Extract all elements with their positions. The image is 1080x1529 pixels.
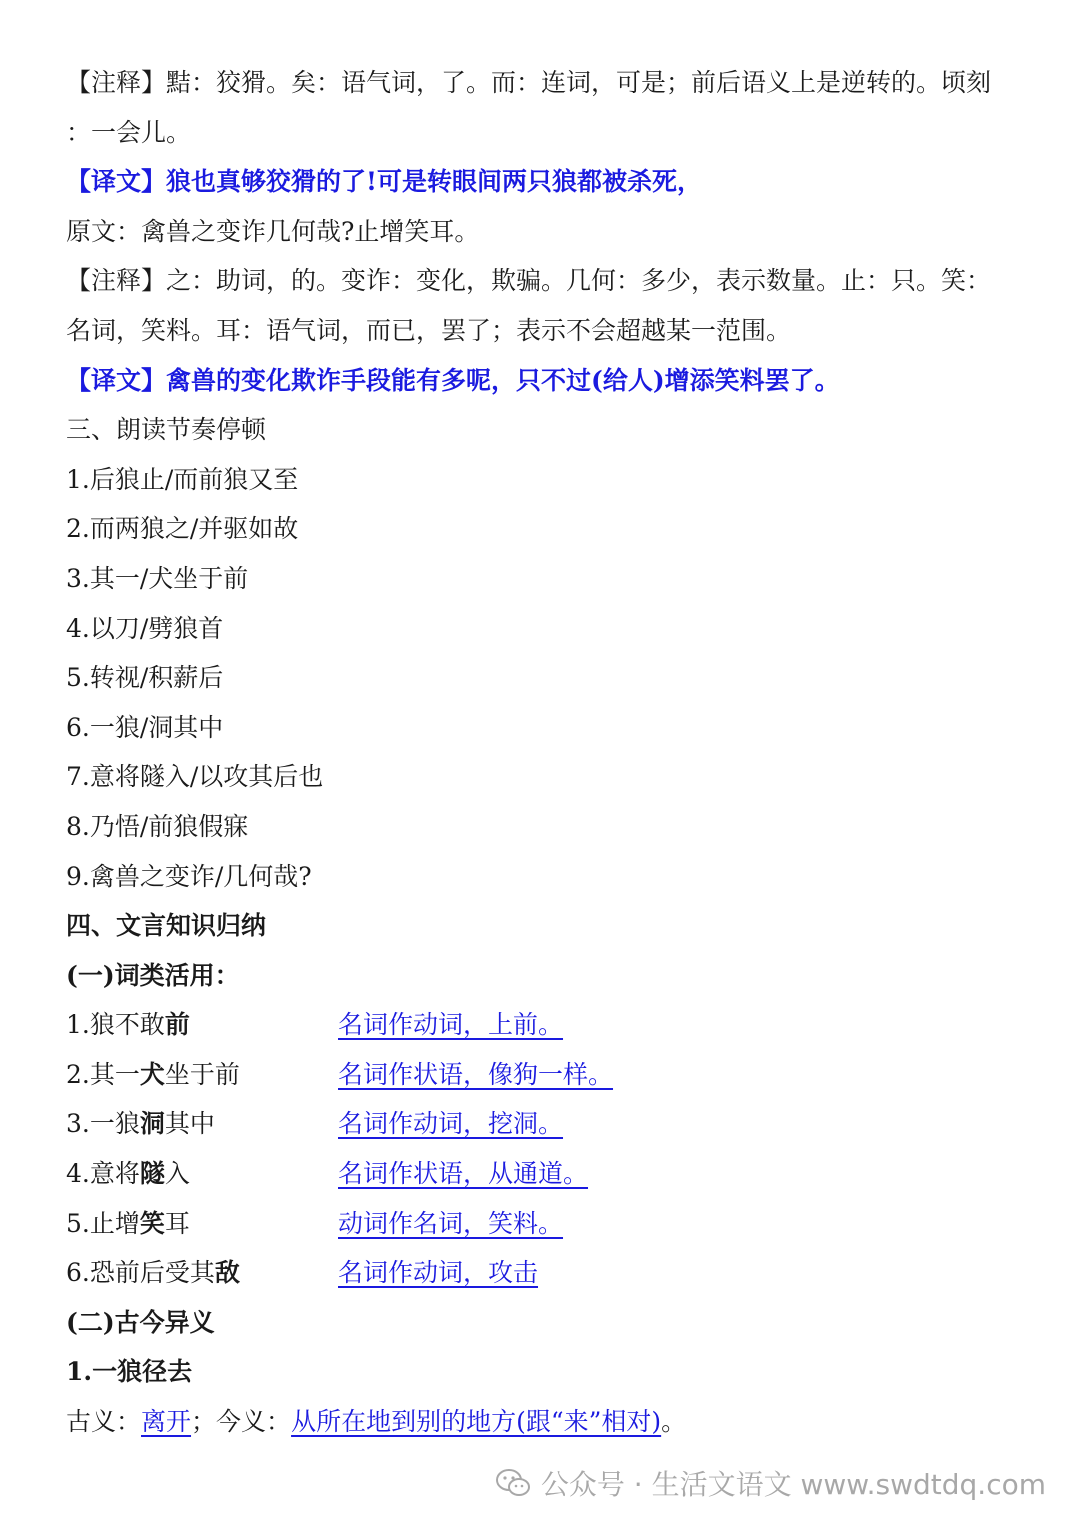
watermark-text: 公众号 · 生活文语文 www.swdtdq.com — [540, 1468, 1046, 1501]
translation-text: 狼也真够狡猾的了!可是转眼间两只狼都被杀死， — [166, 167, 702, 197]
list-item: 4.以刀/劈狼首 — [66, 613, 224, 643]
usage-row — [66, 1199, 1026, 1249]
note-line-continued — [66, 306, 1026, 356]
list-item: 1.后狼止/而前狼又至 — [66, 464, 299, 494]
usage-explanation-link[interactable]: 名词作状语，像狗一样。 — [338, 1059, 614, 1089]
note-line-continued — [66, 108, 1026, 158]
note-text: 黠：狡猾。矣：语气词，了。而：连词，可是；前后语义上是逆转的。顷刻 — [166, 68, 992, 97]
usage-explanation-link[interactable]: 名词作状语，从通道。 — [338, 1159, 589, 1189]
translation-label: 【译文】 — [66, 167, 167, 197]
watermark — [495, 1463, 1046, 1503]
original-label: 原文： — [66, 216, 142, 246]
usage-example — [66, 1000, 338, 1050]
usage-example-text: 3.一狼 — [66, 1109, 140, 1139]
usage-example-text: 坐于前 — [164, 1059, 240, 1089]
wechat-icon — [495, 1468, 531, 1498]
note-text: ：一会儿。 — [66, 117, 192, 147]
usage-example-text: 2.其一 — [66, 1059, 140, 1089]
original-text-line — [66, 207, 1026, 257]
section-heading: 四、文言知识归纳 — [66, 911, 267, 941]
usage-key-word: 犬 — [139, 1059, 165, 1089]
separator: ； — [191, 1407, 217, 1437]
modern-meaning-link[interactable]: 从所在地到别的地方(跟“来”相对) — [291, 1407, 662, 1437]
usage-example — [66, 1149, 338, 1199]
note-label: 【注释】 — [66, 68, 167, 97]
usage-example-text: 1.狼不敢 — [66, 1010, 165, 1040]
ancient-meaning-label: 古义： — [66, 1407, 142, 1437]
note-text: 之：助词，的。变诈：变化，欺骗。几何：多少，表示数量。止：只。笑： — [166, 266, 992, 296]
subsection-heading: (一)词类活用： — [66, 960, 240, 990]
usage-example-text: 耳 — [164, 1208, 190, 1238]
note-label: 【注释】 — [66, 266, 167, 296]
document-page — [66, 58, 1026, 1447]
usage-explanation-link[interactable]: 动词作名词，笑料。 — [338, 1208, 564, 1238]
example-sentence: 1.一狼径去 — [66, 1357, 193, 1387]
translation-line — [66, 157, 1026, 207]
usage-explanation-link[interactable]: 名词作动词，挖洞。 — [338, 1109, 564, 1139]
usage-key-word: 洞 — [139, 1109, 165, 1139]
sentence-end: 。 — [661, 1407, 687, 1437]
usage-example-text: 入 — [164, 1159, 190, 1189]
usage-explanation-link[interactable]: 名词作动词，上前。 — [338, 1010, 564, 1040]
usage-row — [66, 1149, 1026, 1199]
note-line — [66, 58, 1026, 108]
ancient-meaning-link[interactable]: 离开 — [141, 1407, 192, 1437]
usage-example-text: 其中 — [164, 1109, 215, 1139]
usage-explanation-link[interactable]: 名词作动词，攻击 — [338, 1258, 539, 1288]
usage-example-text: 6.恐前后受其 — [66, 1258, 215, 1288]
usage-key-word: 隧 — [139, 1159, 165, 1189]
section-heading: 三、朗读节奏停顿 — [66, 415, 267, 445]
list-item: 2.而两狼之/并驱如故 — [66, 514, 299, 544]
translation-line — [66, 356, 1026, 406]
meaning-line — [66, 1397, 1026, 1447]
usage-row — [66, 1099, 1026, 1149]
modern-meaning-label: 今义： — [216, 1407, 292, 1437]
list-item: 7.意将隧入/以攻其后也 — [66, 762, 324, 792]
original-text: 禽兽之变诈几何哉?止增笑耳。 — [141, 216, 480, 246]
translation-label: 【译文】 — [66, 365, 167, 395]
usage-key-word: 敌 — [214, 1258, 240, 1288]
usage-example — [66, 1199, 338, 1249]
usage-row — [66, 1050, 1026, 1100]
list-item: 5.转视/积薪后 — [66, 663, 224, 693]
subsection-heading: (二)古今异义 — [66, 1307, 215, 1337]
usage-key-word: 前 — [164, 1010, 190, 1040]
usage-example-text: 4.意将 — [66, 1159, 140, 1189]
note-text: 名词，笑料。耳：语气词，而已，罢了；表示不会超越某一范围。 — [66, 315, 792, 345]
list-item: 8.乃悟/前狼假寐 — [66, 811, 249, 841]
list-item: 3.其一/犬坐于前 — [66, 563, 249, 593]
translation-text: 禽兽的变化欺诈手段能有多呢，只不过(给人)增添笑料罢了。 — [166, 365, 840, 395]
note-line — [66, 256, 1026, 306]
usage-row — [66, 1000, 1026, 1050]
usage-row — [66, 1248, 1026, 1298]
usage-key-word: 笑 — [139, 1208, 165, 1238]
usage-example — [66, 1050, 338, 1100]
list-item: 6.一狼/洞其中 — [66, 712, 224, 742]
list-item: 9.禽兽之变诈/几何哉? — [66, 861, 312, 891]
usage-example-text: 5.止增 — [66, 1208, 140, 1238]
usage-example — [66, 1248, 338, 1298]
usage-example — [66, 1099, 338, 1149]
